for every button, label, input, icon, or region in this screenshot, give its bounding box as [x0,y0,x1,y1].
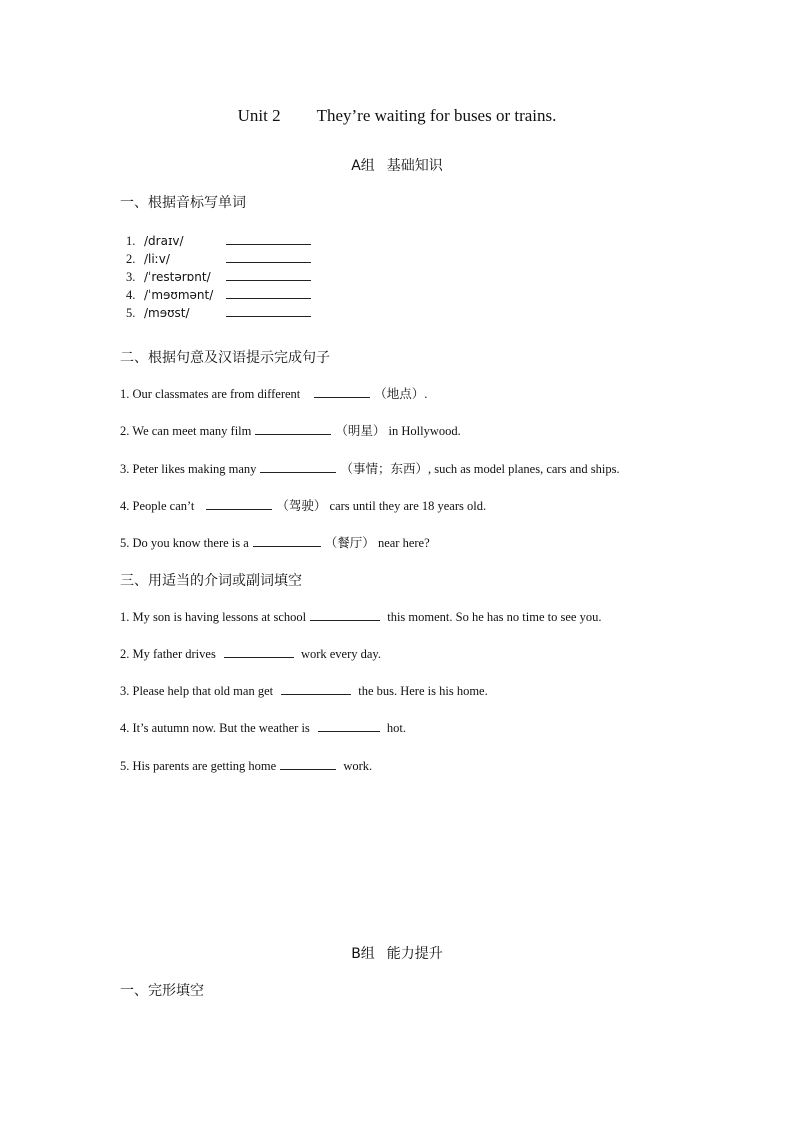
chinese-hint: （餐厅） [324,535,375,550]
sentence-after: the bus. Here is his home. [358,684,488,698]
sentence-after: cars until they are 18 years old. [329,499,487,513]
answer-blank[interactable] [314,385,370,398]
group-a-title [0,155,794,175]
section-phonetics-heading: 一、根据音标写单词 [120,195,246,211]
group-a-name: 基础知识 [386,158,443,174]
answer-blank[interactable] [226,268,311,281]
answer-blank[interactable] [226,304,311,317]
sentence-after: near here? [377,536,430,550]
phonetic-text: /mɘʊst/ [144,306,190,320]
sentence-before: 5. Do you know there is a [120,536,249,550]
answer-blank[interactable] [280,757,336,770]
answer-blank[interactable] [253,534,321,547]
sentence-after: . [424,387,428,401]
group-b-label: B组 [351,946,375,962]
answer-blank[interactable] [206,497,272,510]
phonetic-row [126,304,311,322]
chinese-hint: （地点） [374,386,425,401]
sentence-after: hot. [386,721,407,735]
phonetic-row [126,250,311,268]
section-sentences-heading: 二、根据句意及汉语提示完成句子 [120,350,330,366]
phonetic-text: /ˈrestərɒnt/ [144,270,211,284]
group-b-name: 能力提升 [386,946,443,962]
chinese-hint: （事情；东西） [340,461,428,476]
phonetic-text: /liːv/ [144,252,170,266]
item-number: 1. [126,234,136,248]
sentence-item [120,459,620,477]
fill-item [120,682,488,699]
unit-title-text: They’re waiting for buses or trains. [316,106,557,125]
phonetic-row [126,268,311,286]
sentence-before: 3. Peter likes making many [120,462,257,476]
sentence-before: 1. My son is having lessons at school [120,610,307,624]
phonetic-row [126,232,311,250]
sentence-item [120,533,430,551]
sentence-after: work. [343,759,373,773]
fill-item [120,645,381,662]
sentence-after: this moment. So he has no time to see you. [387,610,602,624]
chinese-hint: （驾驶） [276,498,327,513]
sentence-item [120,496,486,514]
item-number: 5. [126,306,136,320]
answer-blank[interactable] [318,719,380,732]
sentence-before: 1. Our classmates are from different [120,387,301,401]
item-number: 4. [126,288,136,302]
sentence-after: , such as model planes, cars and ships. [427,462,620,476]
fill-item [120,608,601,625]
sentence-before: 2. My father drives [120,647,216,661]
answer-blank[interactable] [226,286,311,299]
answer-blank[interactable] [260,460,336,473]
sentence-before: 4. People can’t [120,499,195,513]
answer-blank[interactable] [226,232,311,245]
sentence-before: 2. We can meet many film [120,424,252,438]
item-number: 2. [126,252,136,266]
item-number: 3. [126,270,136,284]
sentence-item [120,384,427,402]
fill-item [120,719,406,736]
answer-blank[interactable] [281,682,351,695]
answer-blank[interactable] [255,422,331,435]
section-prepositions-heading: 三、用适当的介词或副词填空 [120,573,302,589]
sentence-after: work every day. [300,647,381,661]
fill-item [120,757,372,774]
group-b-title [0,943,794,963]
sentence-before: 4. It’s autumn now. But the weather is [120,721,310,735]
sentence-item [120,421,461,439]
page-title [0,106,794,126]
chinese-hint: （明星） [335,423,386,438]
phonetic-row [126,286,311,304]
phonetic-text: /draɪv/ [144,234,184,248]
group-a-label: A组 [351,158,375,174]
answer-blank[interactable] [224,645,294,658]
sentence-before: 3. Please help that old man get [120,684,274,698]
unit-label: Unit 2 [237,106,281,125]
section-cloze-heading: 一、完形填空 [120,983,204,999]
answer-blank[interactable] [310,608,380,621]
answer-blank[interactable] [226,250,311,263]
phonetic-text: /ˈmɘʊmənt/ [144,288,214,302]
sentence-before: 5. His parents are getting home [120,759,277,773]
sentence-after: in Hollywood. [388,424,461,438]
